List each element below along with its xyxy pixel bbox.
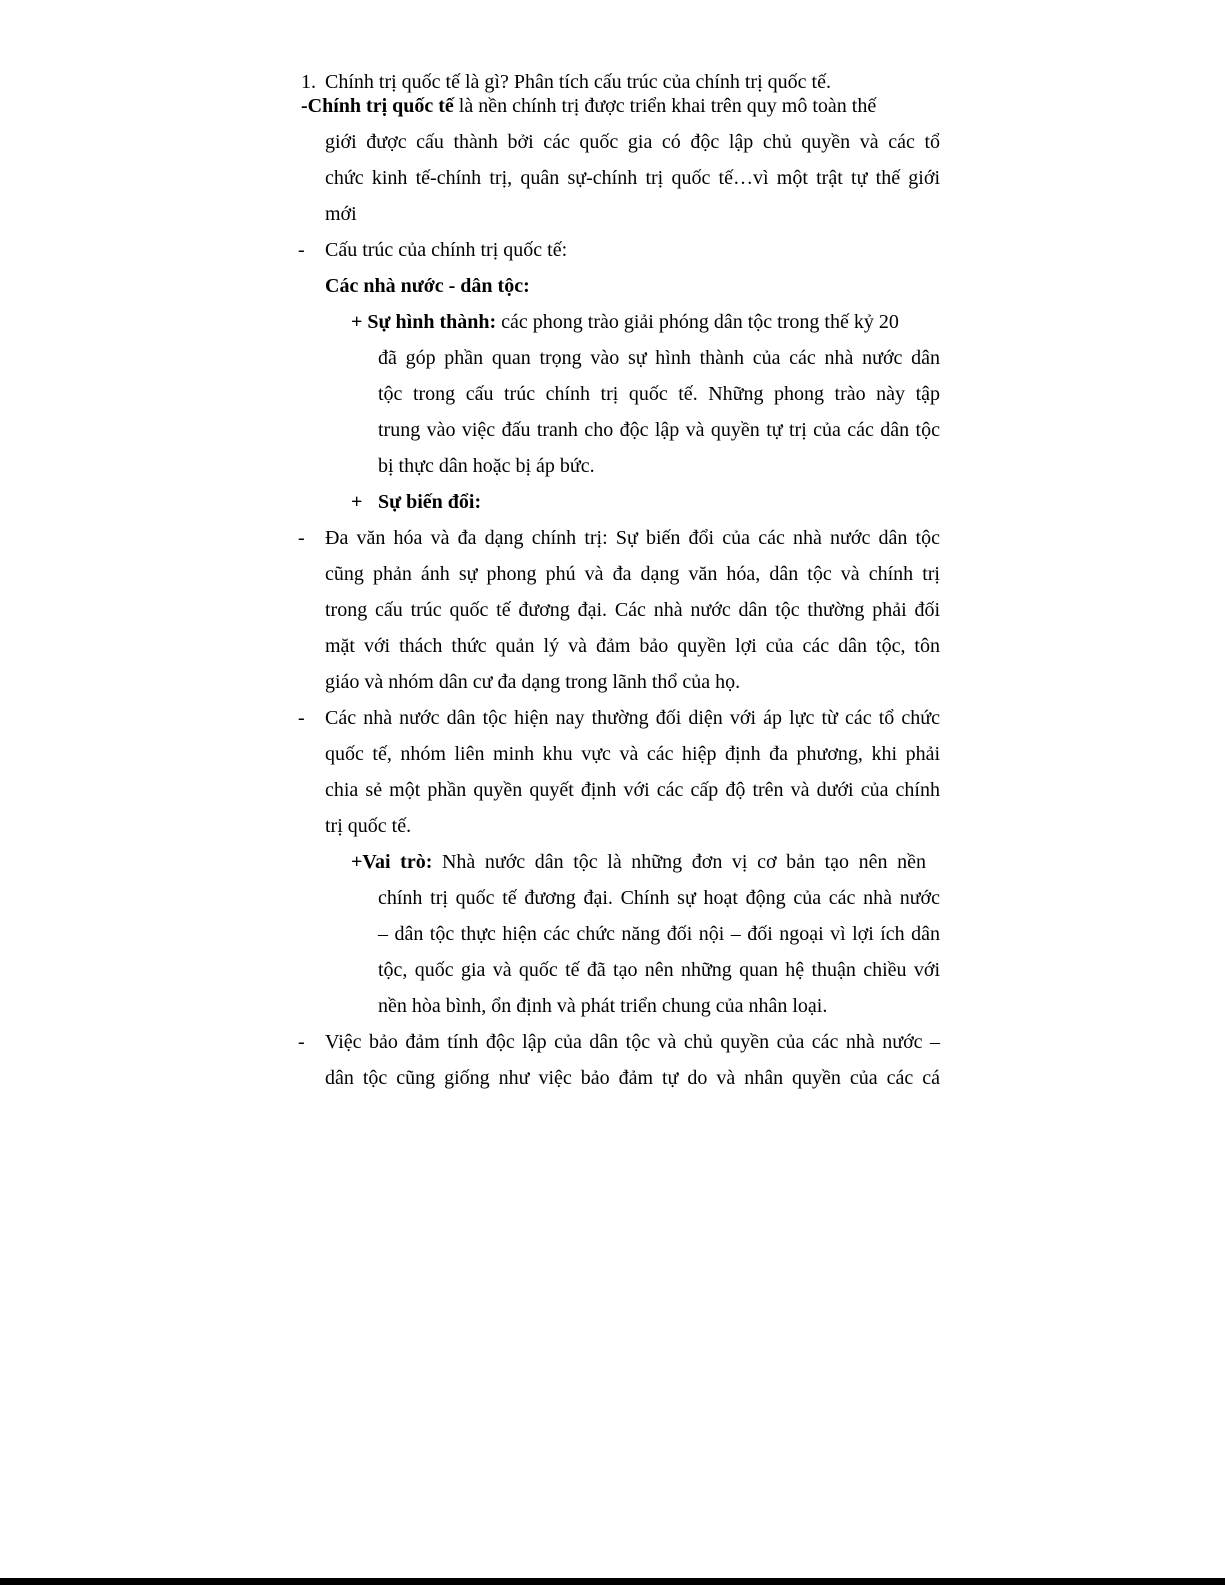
definition-line-4: mới: [325, 203, 357, 225]
formation-line-5: bị thực dân hoặc bị áp bức.: [378, 455, 595, 477]
independence-line-2: dân tộc cũng giống như việc bảo đảm tự do và nhân quyền của các cá: [325, 1067, 940, 1089]
independence-dash: -: [298, 1031, 305, 1053]
bottom-border: [0, 1578, 1225, 1585]
formation-label: + Sự hình thành:: [351, 311, 497, 333]
pressure-dash: -: [298, 707, 305, 729]
multicultural-line-5: giáo và nhóm dân cư đa dạng trong lãnh thổ của họ.: [325, 671, 741, 693]
role-label: +Vai trò:: [351, 851, 433, 873]
role-line-1: [351, 850, 926, 874]
role-line-3: – dân tộc thực hiện các chức năng đối nội – đối ngoại vì lợi ích dân: [378, 923, 940, 945]
role-line-5: nền hòa bình, ổn định và phát triển chung của nhân loại.: [378, 995, 828, 1017]
multicultural-line-2: cũng phản ánh sự phong phú và đa dạng văn hóa, dân tộc và chính trị: [325, 563, 940, 585]
formation-line-3: tộc trong cấu trúc chính trị quốc tế. Những phong trào này tập: [378, 383, 940, 405]
definition-line-3: chức kinh tế-chính trị, quân sự-chính trị quốc tế…vì một trật tự thế giới: [325, 167, 940, 189]
nation-state-subheading: Các nhà nước - dân tộc:: [325, 275, 530, 297]
multicultural-line-1: Đa văn hóa và đa dạng chính trị: Sự biến đổi của các nhà nước dân tộc: [325, 527, 940, 549]
formation-line-1-text: các phong trào giải phóng dân tộc trong thế kỷ 20: [496, 311, 899, 333]
definition-line-1: [301, 94, 876, 118]
multicultural-dash: -: [298, 527, 305, 549]
formation-line-1: [351, 310, 899, 334]
heading-title: Chính trị quốc tế là gì? Phân tích cấu trúc của chính trị quốc tế.: [325, 71, 831, 93]
multicultural-line-3: trong cấu trúc quốc tế đương đại. Các nhà nước dân tộc thường phải đối: [325, 599, 940, 621]
pressure-line-1: Các nhà nước dân tộc hiện nay thường đối diện với áp lực từ các tổ chức: [325, 707, 940, 729]
pressure-line-2: quốc tế, nhóm liên minh khu vực và các hiệp định đa phương, khi phải: [325, 743, 940, 765]
transformation-plus: +: [351, 491, 363, 513]
definition-term: -Chính trị quốc tế: [301, 95, 454, 117]
role-line-2: chính trị quốc tế đương đại. Chính sự hoạt động của các nhà nước: [378, 887, 940, 909]
multicultural-line-4: mặt với thách thức quản lý và đảm bảo quyền lợi của các dân tộc, tôn: [325, 635, 940, 657]
pressure-line-4: trị quốc tế.: [325, 815, 412, 837]
pressure-line-3: chia sẻ một phần quyền quyết định với các cấp độ trên và dưới của chính: [325, 779, 940, 801]
role-line-1-text: Nhà nước dân tộc là những đơn vị cơ bản tạo nên nền: [432, 851, 926, 873]
formation-line-2: đã góp phần quan trọng vào sự hình thành của các nhà nước dân: [378, 347, 940, 369]
formation-line-4: trung vào việc đấu tranh cho độc lập và quyền tự trị của các dân tộc: [378, 419, 940, 441]
independence-line-1: Việc bảo đảm tính độc lập của dân tộc và chủ quyền của các nhà nước –: [325, 1031, 940, 1053]
structure-title: Cấu trúc của chính trị quốc tế:: [325, 239, 568, 261]
heading-number: 1.: [301, 71, 316, 93]
role-line-4: tộc, quốc gia và quốc tế đã tạo nên những quan hệ thuận chiều với: [378, 959, 940, 981]
definition-line-1-text: là nền chính trị được triển khai trên quy mô toàn thế: [453, 95, 877, 117]
transformation-label: Sự biến đổi:: [378, 491, 482, 513]
structure-dash: -: [298, 239, 305, 261]
definition-line-2: giới được cấu thành bởi các quốc gia có độc lập chủ quyền và các tổ: [325, 131, 940, 153]
